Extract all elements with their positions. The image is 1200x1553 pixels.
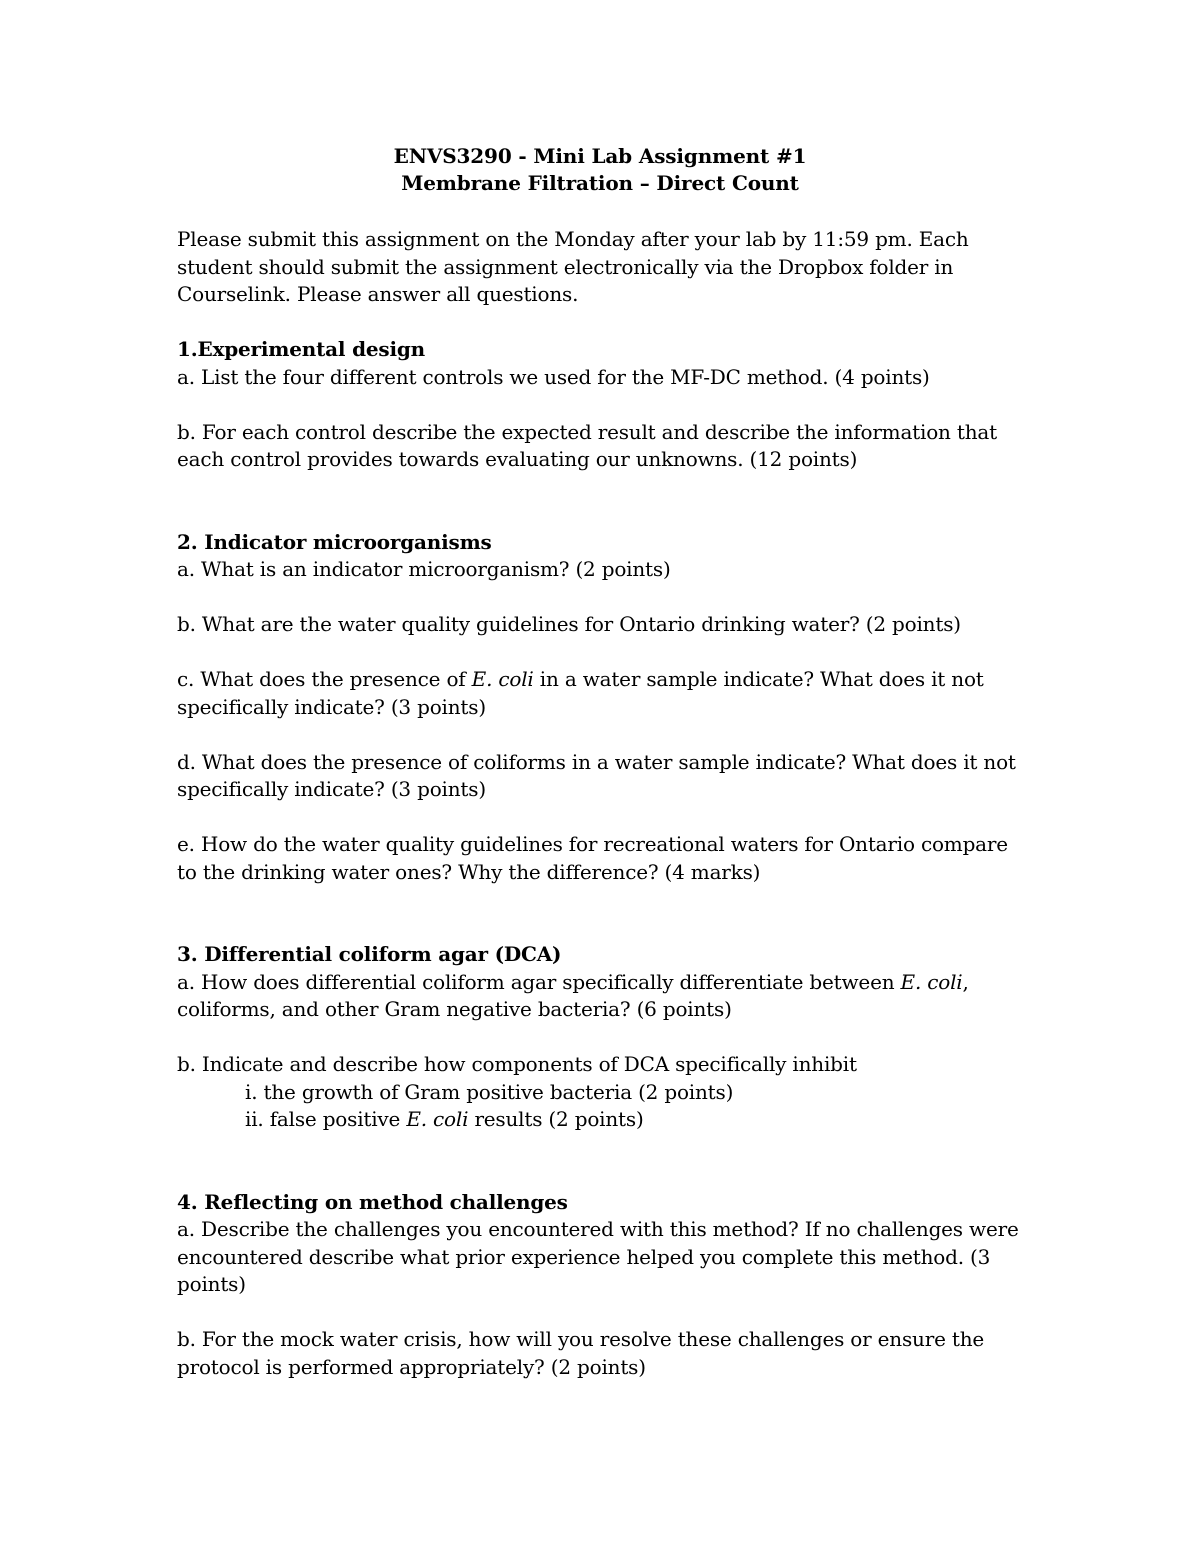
document-subtitle: Membrane Filtration – Direct Count <box>401 171 799 195</box>
question-3b-i: i. the growth of Gram positive bacteria (2 points) <box>245 1079 734 1104</box>
question-2d-line1: d. What does the presence of coliforms in a water sample indicate? What does it not <box>177 749 1016 774</box>
question-3b-ii <box>177 1106 1037 1134</box>
intro-line: Courselink. Please answer all questions. <box>177 282 579 306</box>
question-2e-line2: to the drinking water ones? Why the difference? (4 marks) <box>177 859 761 884</box>
question-2c-line2: specifically indicate? (3 points) <box>177 694 486 719</box>
section-heading: 3. Differential coliform agar (DCA) <box>177 942 562 966</box>
question-2e-line1: e. How do the water quality guidelines for recreational waters for Ontario compare <box>177 832 1008 856</box>
intro-paragraph <box>177 226 1037 309</box>
section-indicator-microorganisms <box>177 529 1037 887</box>
question-3b-ii-text: results (2 points) <box>468 1107 644 1131</box>
question-2d-line2: specifically indicate? (3 points) <box>177 777 486 801</box>
question-3a-text: , <box>962 969 969 994</box>
question-3a-text: a. How does differential coliform agar specifically differentiate between <box>177 969 901 994</box>
section-heading: 1.Experimental design <box>177 337 425 361</box>
organism-name: E. coli <box>900 969 963 994</box>
question-2a: a. What is an indicator microorganism? (2 points) <box>177 557 671 581</box>
question-2c-text: c. What does the presence of <box>177 667 472 691</box>
question-4b-line2: protocol is performed appropriately? (2 points) <box>177 1354 646 1379</box>
question-2b: b. What are the water quality guidelines for Ontario drinking water? (2 points) <box>177 612 961 636</box>
section-experimental-design <box>177 336 1037 474</box>
question-4a-line2: encountered describe what prior experience helped you complete this method. (3 <box>177 1244 991 1269</box>
section-heading: 2. Indicator microorganisms <box>177 529 492 554</box>
question-3a-line2: coliforms, and other Gram negative bacteria? (6 points) <box>177 997 732 1021</box>
question-3b-ii-text: ii. false positive <box>245 1107 407 1131</box>
question-1b-line2: each control provides towards evaluating our unknowns. (12 points) <box>177 447 858 471</box>
question-2c-text: in a water sample indicate? What does it not <box>533 667 984 691</box>
section-heading: 4. Reflecting on method challenges <box>177 1189 568 1214</box>
question-1b-line1: b. For each control describe the expected result and describe the information that <box>177 419 997 444</box>
title-block <box>0 143 1200 197</box>
intro-line: student should submit the assignment electronically via the Dropbox folder in <box>177 254 954 279</box>
question-4b-line1: b. For the mock water crisis, how will you resolve these challenges or ensure the <box>177 1327 985 1351</box>
question-3a-line1 <box>177 969 1037 997</box>
document-body <box>177 226 1037 1381</box>
organism-name: E. coli <box>471 667 534 691</box>
section-method-challenges <box>177 1189 1037 1382</box>
question-2c-line1 <box>177 666 1037 694</box>
document-title: ENVS3290 - Mini Lab Assignment #1 <box>393 144 807 168</box>
question-1a: a. List the four different controls we used for the MF-DC method. (4 points) <box>177 364 930 389</box>
question-4a-line3: points) <box>177 1272 246 1296</box>
intro-line: Please submit this assignment on the Monday after your lab by 11:59 pm. Each <box>177 227 969 251</box>
question-3b: b. Indicate and describe how components of DCA specifically inhibit <box>177 1052 857 1076</box>
organism-name: E. coli <box>406 1107 469 1131</box>
section-differential-coliform-agar <box>177 941 1037 1134</box>
question-4a-line1: a. Describe the challenges you encountered with this method? If no challenges were <box>177 1217 1019 1241</box>
